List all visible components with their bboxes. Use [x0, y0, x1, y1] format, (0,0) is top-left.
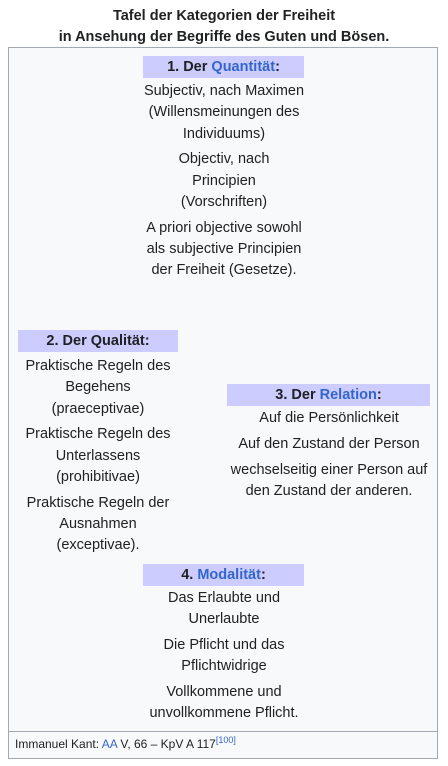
relation-item-1: Auf die Persönlichkeit [259, 410, 399, 426]
relation-header-suffix: : [376, 387, 382, 403]
quantity-header [143, 56, 304, 78]
quantity-item-1: Subjectiv, nach Maximen (Willensmeinungen des Individuums) [143, 83, 305, 142]
modality-item-2: Die Pflicht und das Pflichtwidrige [163, 637, 285, 675]
quality-item-2: Praktische Regeln des Unterlassens (prohibitivae) [25, 426, 171, 485]
modality-item-3: Vollkommene und unvollkommene Pflicht. [149, 684, 299, 722]
quantity-header-suffix: : [275, 59, 280, 75]
modality-header-suffix: : [260, 567, 266, 583]
caption-line-2: in Ansehung der Begriffe des Guten und Bösen. [58, 29, 390, 45]
relation-cell [225, 408, 433, 507]
relation-item-2: Auf den Zustand der Person [238, 435, 420, 452]
relation-link[interactable]: Relation [319, 387, 377, 403]
modality-item-1: Das Erlaubte und Unerlaubte [167, 590, 281, 628]
modality-cell [145, 588, 303, 729]
modality-header-prefix: 4. [181, 567, 198, 583]
quantity-item-3: A priori objective sowohl als subjective Principien der Freiheit (Gesetze). [146, 219, 302, 279]
quality-cell [17, 356, 179, 561]
footer-divider [9, 731, 437, 732]
table-caption [0, 6, 448, 48]
quality-header: 2. Der Qualität: [18, 330, 178, 352]
quantity-item-2: Objectiv, nach Principien (Vorschriften) [178, 151, 270, 210]
footer-aa-link[interactable]: AA [101, 737, 118, 751]
footer-text-after: V, 66 – KpV A 117 [117, 737, 216, 751]
caption-line-1: Tafel der Kategorien der Freiheit [112, 8, 336, 24]
source-footer [15, 736, 236, 752]
modality-header [143, 564, 304, 586]
footer-text-before: Immanuel Kant: [15, 737, 102, 751]
relation-header-prefix: 3. Der [275, 387, 320, 403]
quantity-cell [137, 81, 311, 286]
modality-link[interactable]: Modalität [197, 567, 261, 583]
categories-table [8, 47, 438, 759]
quantity-link[interactable]: Quantität [211, 59, 276, 75]
relation-item-3: wechselseitig einer Person auf den Zustand der anderen. [230, 461, 428, 499]
relation-header [227, 384, 430, 406]
quantity-header-prefix: 1. Der [167, 59, 212, 75]
quality-item-1: Praktische Regeln des Begehens (praeceptivae) [25, 358, 171, 417]
quality-item-3: Praktische Regeln der Ausnahmen (exceptivae). [26, 494, 170, 554]
footer-reference-link[interactable]: [100] [215, 735, 236, 745]
